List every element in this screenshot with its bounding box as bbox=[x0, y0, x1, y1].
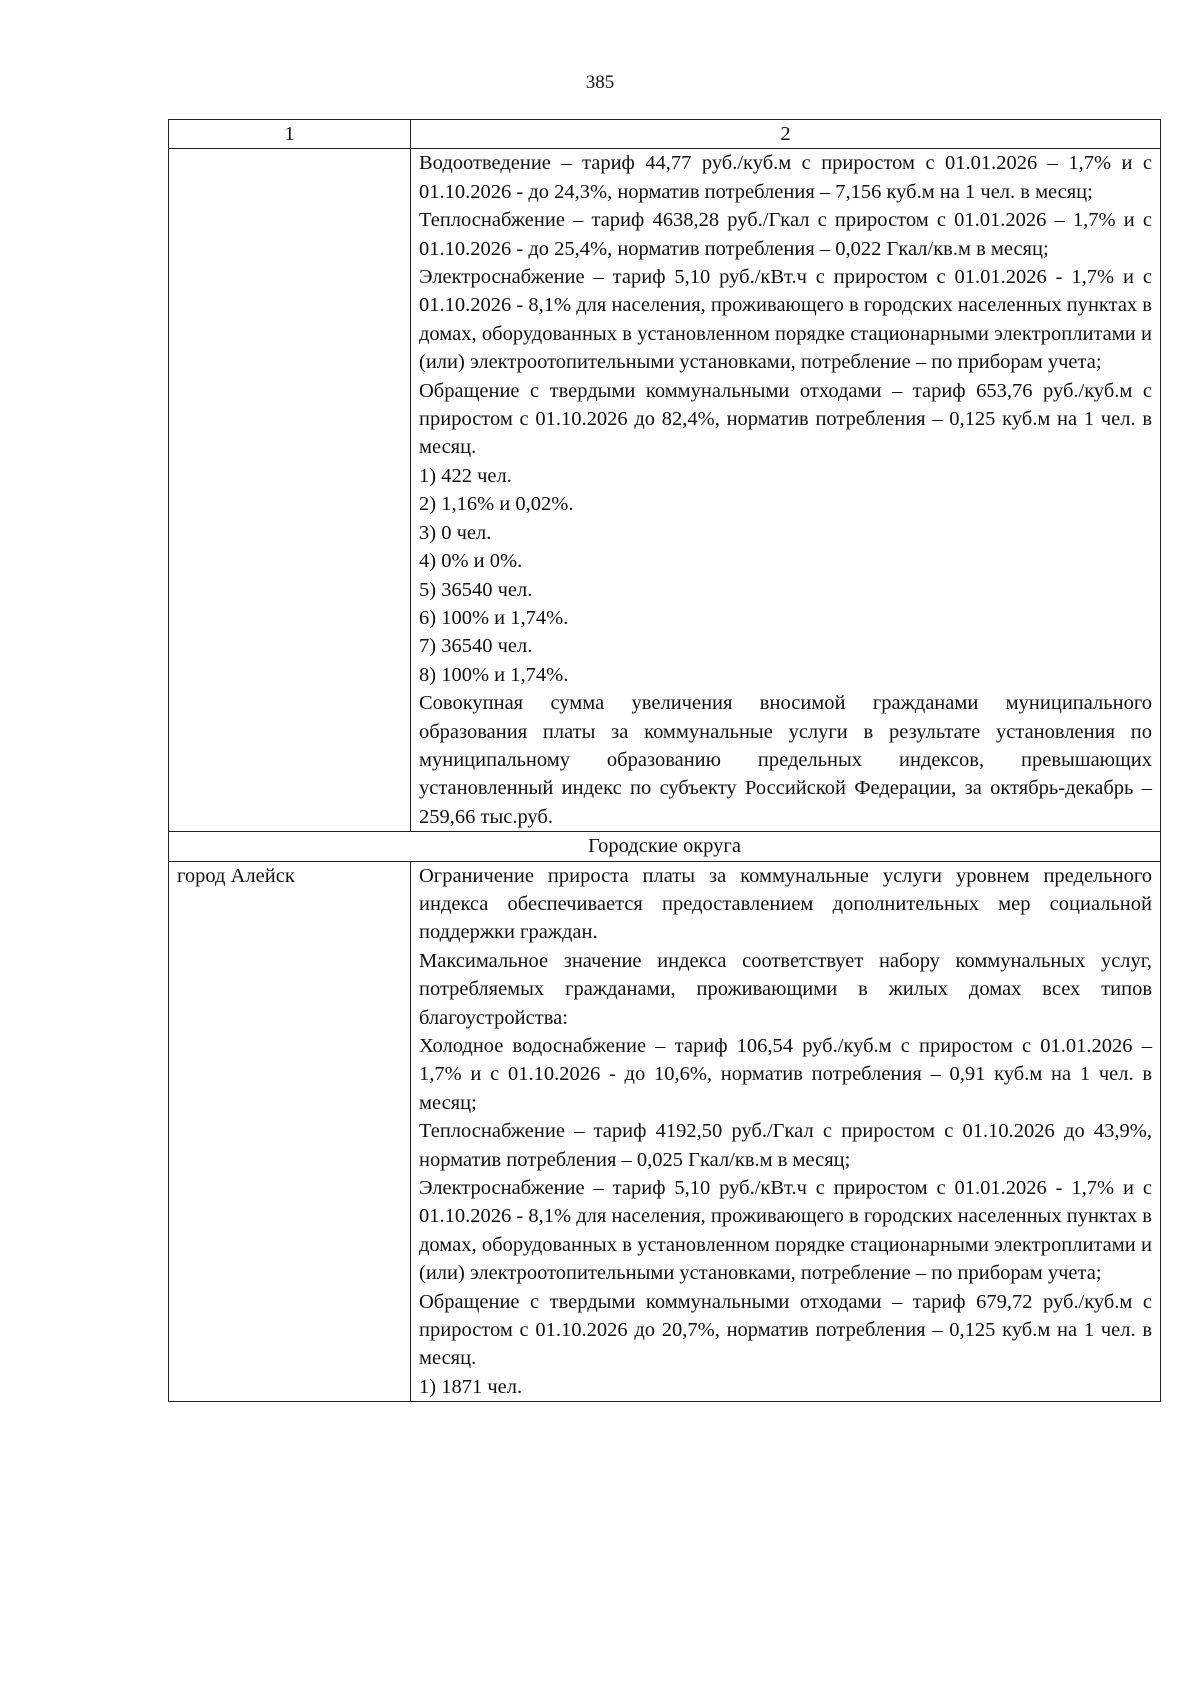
list-item: 8) 100% и 1,74%. bbox=[419, 663, 569, 686]
description-cell bbox=[411, 149, 1161, 832]
paragraph-solid-waste: Обращение с твердыми коммунальными отходами – тариф 679,72 руб./куб.м с приростом с 01.10.2026 до 20,7%, норматив потребления – 0,125 куб.м на 1 чел. в месяц. bbox=[419, 1290, 1152, 1370]
list-item: 5) 36540 чел. bbox=[419, 578, 533, 601]
paragraph-heat-supply: Теплоснабжение – тариф 4638,28 руб./Гкал с приростом с 01.01.2026 – 1,7% и с 01.10.2026 - до 25,4%, норматив потребления – 0,022 Гкал/кв.м в месяц; bbox=[419, 209, 1152, 260]
section-row bbox=[169, 832, 1161, 861]
table-row-continued bbox=[169, 149, 1161, 832]
column-header-2: 2 bbox=[411, 120, 1161, 149]
paragraph-electricity: Электроснабжение – тариф 5,10 руб./кВт.ч с приростом с 01.01.2026 - 1,7% и с 01.10.2026 - 8,1% для населения, проживающего в городских населенных пунктах в домах, оборудованных в установленном порядке стационарными электроплитами и (или) электроотопительными установками, потребление – по приборам учета; bbox=[419, 266, 1152, 374]
paragraph-summary: Совокупная сумма увеличения вносимой гражданами муниципального образования платы за коммунальные услуги в результате установления по муниципальному образованию предельных индексов, превышающих установленный индекс по субъекту Российской Федерации, за октябрь-декабрь – 259,66 тыс.руб. bbox=[419, 692, 1152, 828]
list-item: 3) 0 чел. bbox=[419, 521, 492, 544]
tariff-table bbox=[168, 119, 1161, 1402]
paragraph-max-index: Максимальное значение индекса соответствует набору коммунальных услуг, потребляемых гражданами, проживающими в жилых домах всех типов благоустройства: bbox=[419, 949, 1152, 1029]
list-item: 7) 36540 чел. bbox=[419, 635, 533, 658]
description-cell bbox=[411, 861, 1161, 1402]
table-row-aleisk bbox=[169, 861, 1161, 1402]
paragraph-limit: Ограничение прироста платы за коммунальные услуги уровнем предельного индекса обеспечивается предоставлением дополнительных мер социальной поддержки граждан. bbox=[419, 864, 1152, 944]
paragraph-electricity: Электроснабжение – тариф 5,10 руб./кВт.ч с приростом с 01.01.2026 - 1,7% и с 01.10.2026 - 8,1% для населения, проживающего в городских населенных пунктах в домах, оборудованных в установленном порядке стационарными электроплитами и (или) электроотопительными установками, потребление – по приборам учета; bbox=[419, 1177, 1152, 1285]
table-header-row bbox=[169, 120, 1161, 149]
list-item: 2) 1,16% и 0,02%. bbox=[419, 493, 574, 516]
municipality-cell-empty bbox=[169, 149, 411, 832]
paragraph-water-disposal: Водоотведение – тариф 44,77 руб./куб.м с приростом с 01.01.2026 – 1,7% и с 01.10.2026 - до 24,3%, норматив потребления – 7,156 куб.м на 1 чел. в месяц; bbox=[419, 152, 1152, 203]
paragraph-solid-waste: Обращение с твердыми коммунальными отходами – тариф 653,76 руб./куб.м с приростом с 01.10.2026 до 82,4%, норматив потребления – 0,125 куб.м на 1 чел. в месяц. bbox=[419, 379, 1152, 459]
list-item: 1) 1871 чел. bbox=[419, 1375, 523, 1398]
list-item: 6) 100% и 1,74%. bbox=[419, 606, 569, 629]
municipality-name: город Алейск bbox=[177, 864, 295, 887]
list-item: 4) 0% и 0%. bbox=[419, 550, 523, 573]
municipality-cell bbox=[169, 861, 411, 1402]
paragraph-cold-water: Холодное водоснабжение – тариф 106,54 руб./куб.м с приростом с 01.01.2026 – 1,7% и с 01.10.2026 - до 10,6%, норматив потребления – 0,91 куб.м на 1 чел. в месяц; bbox=[419, 1035, 1152, 1114]
paragraph-heat-supply: Теплоснабжение – тариф 4192,50 руб./Гкал с приростом с 01.10.2026 до 43,9%, норматив потребления – 0,025 Гкал/кв.м в месяц; bbox=[419, 1120, 1152, 1171]
list-item: 1) 422 чел. bbox=[419, 464, 512, 487]
section-title: Городские округа bbox=[169, 832, 1161, 861]
page-number: 385 bbox=[585, 72, 615, 93]
column-header-1: 1 bbox=[169, 120, 411, 149]
